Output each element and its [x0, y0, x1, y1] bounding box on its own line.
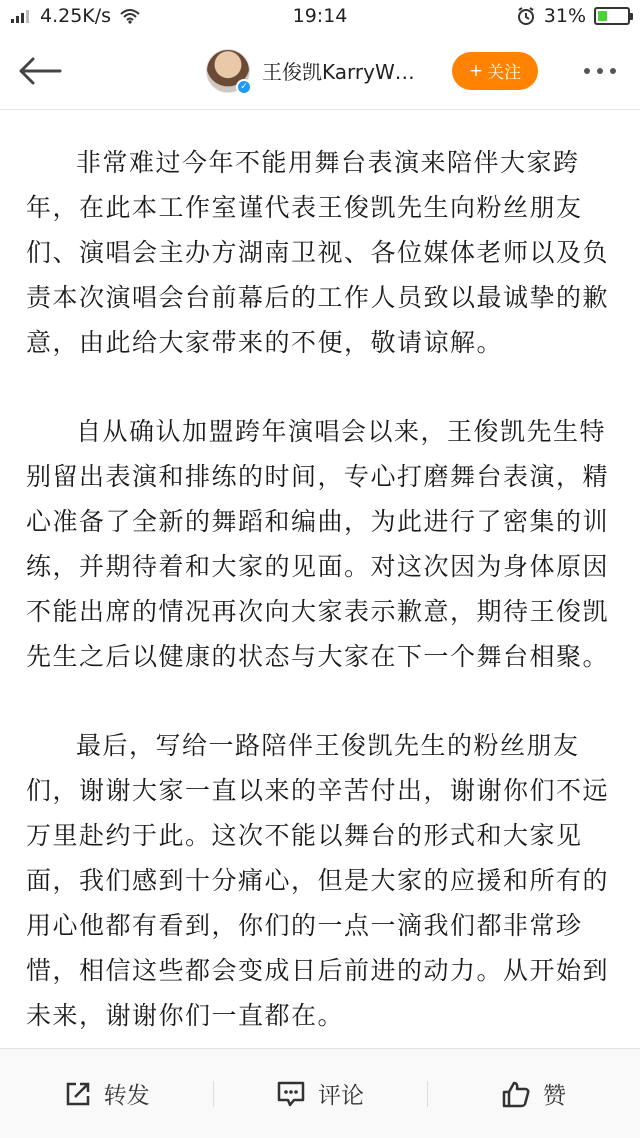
repost-button[interactable]: [0, 1049, 213, 1138]
article-body: [26, 140, 626, 1082]
comment-button[interactable]: [213, 1049, 426, 1138]
article-paragraph: 自从确认加盟跨年演唱会以来，王俊凯先生特别留出表演和排练的时间，专心打磨舞台表演，精心准备了全新的舞蹈和编曲，为此进行了密集的训练，并期待着和大家的见面。对这次因为身体原因不能出席的情况再次向大家表示歉意，期待王俊凯先生之后以健康的状态与大家在下一个舞台相聚。: [26, 417, 610, 671]
plus-icon: +: [468, 60, 484, 81]
battery-percent: 31%: [543, 5, 586, 27]
thumbs-up-icon: [501, 1080, 531, 1108]
more-dot-icon: [584, 68, 590, 74]
nav-bar: [0, 32, 640, 110]
article-paragraph: 非常难过今年不能用舞台表演来陪伴大家跨年，在此本工作室谨代表王俊凯先生向粉丝朋友们、演唱会主办方湖南卫视、各位媒体老师以及负责本次演唱会台前幕后的工作人员致以最诚挚的歉意，由此给大家带来的不便，敬请谅解。: [26, 148, 610, 357]
avatar[interactable]: [206, 49, 250, 93]
like-button[interactable]: [427, 1049, 640, 1138]
follow-label: 关注: [487, 63, 522, 83]
user-header[interactable]: [206, 49, 432, 93]
follow-button[interactable]: [452, 52, 538, 90]
network-speed: 4.25K/s: [40, 5, 112, 27]
comment-icon: [276, 1080, 306, 1108]
more-dot-icon: [597, 68, 603, 74]
article-paragraph: 最后，写给一路陪伴王俊凯先生的粉丝朋友们，谢谢大家一直以来的辛苦付出，谢谢你们不远万里赴约于此。这次不能以舞台的形式和大家见面，我们感到十分痛心，但是大家的应援和所有的用心他都有看到，你们的一点一滴我们都非常珍惜，相信这些都会变成日后前进的动力。从开始到未来，谢谢你们一直都在。: [26, 731, 610, 1030]
status-left: [10, 5, 141, 27]
like-label: 赞: [542, 1083, 566, 1109]
battery-fill: [598, 11, 607, 21]
comment-label: 评论: [317, 1083, 364, 1109]
battery-icon: [594, 7, 630, 25]
verified-icon: ✓: [236, 79, 252, 95]
repost-icon: [64, 1080, 92, 1108]
status-time: 19:14: [292, 5, 348, 27]
back-button[interactable]: [0, 32, 80, 110]
user-name[interactable]: 王俊凯KarryW…: [262, 60, 415, 84]
wifi-icon: [119, 8, 141, 24]
back-arrow-icon: [18, 57, 62, 85]
more-button[interactable]: [560, 32, 640, 110]
status-right: [516, 5, 630, 27]
more-dot-icon: [610, 68, 616, 74]
status-bar: [0, 0, 640, 32]
alarm-icon: [516, 6, 536, 26]
signal-icon: [10, 8, 32, 24]
repost-label: 转发: [103, 1083, 150, 1109]
bottom-action-bar: [0, 1048, 640, 1138]
